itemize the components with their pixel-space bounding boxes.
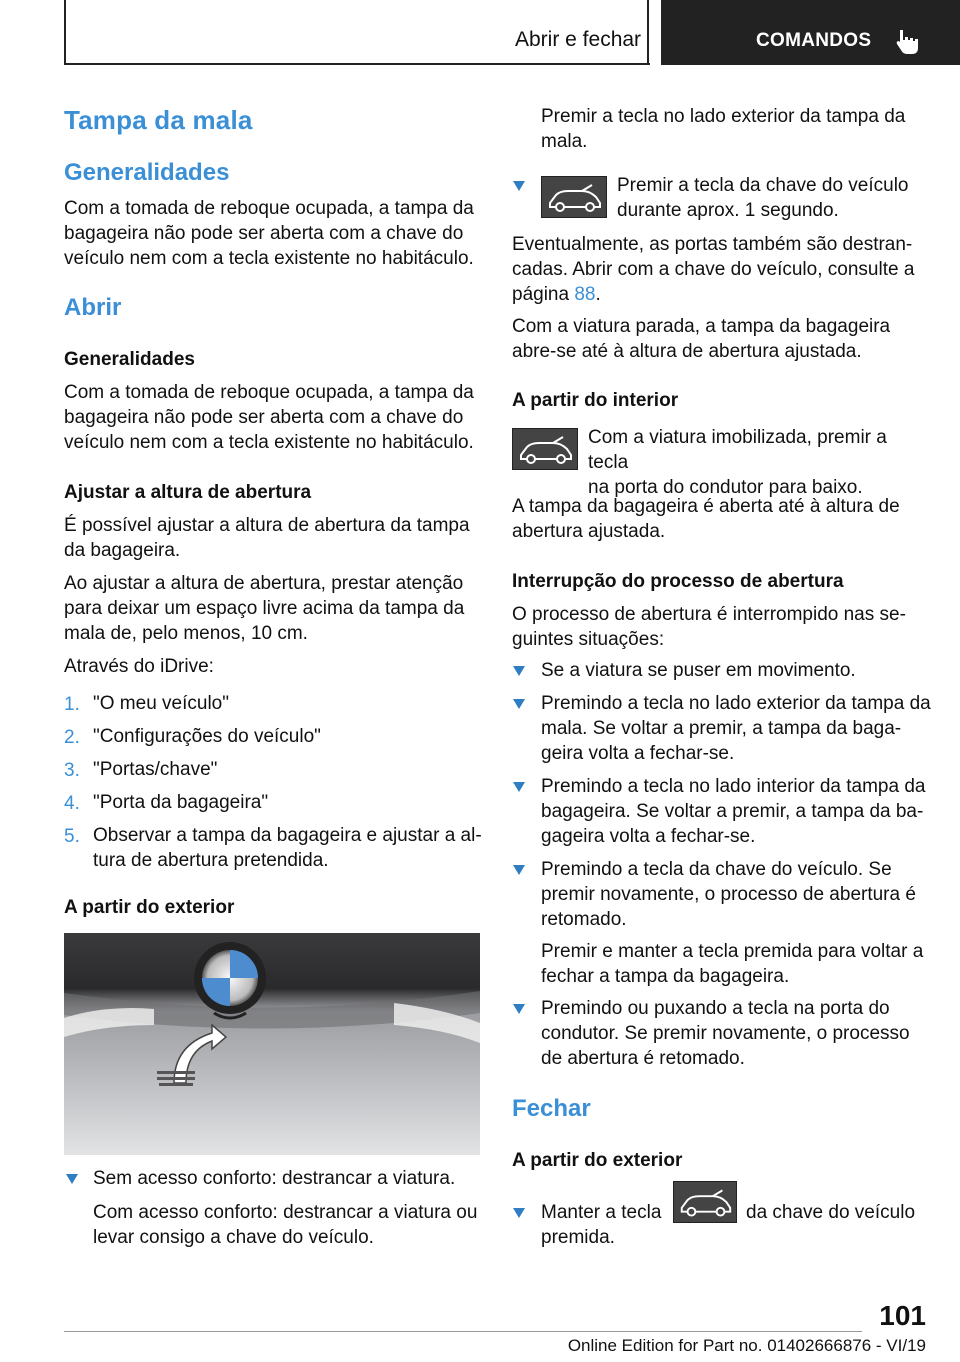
driver-bullet: Premindo ou puxando a tecla na porta do condutor. Se premir novamente, o processo de abertura é retomado. [541,998,910,1069]
bullet-icon [513,699,525,709]
interrupt-bullet: Premindo a tecla da chave do veículo. Se premir novamente, o processo de abertura é retomado. [541,859,916,930]
step-number: 5. [64,826,80,847]
interrupt-bullet: Premindo a tecla no lado exterior da tampa da mala. Se voltar a premir, a tampa da baga- geira volta a fechar-se. [541,693,931,764]
footer-divider [64,1331,862,1332]
page-title: Tampa da mala [64,105,253,135]
step-number: 3. [64,760,80,781]
interior-text-2: A tampa da bagageira é aberta até à altura de abertura ajustada. [512,496,900,542]
general-text: Com a tomada de reboque ocupada, a tampa da bagageira não pode ser aberta com a chave do veículo nem com a tecla existente no habitáculo. [64,198,474,269]
step-text: Observar a tampa da bagageira e ajustar a al- tura de abertura pretendida. [93,825,482,871]
header-divider-bottom [64,63,650,65]
close-bullet-post: da chave do veículo [746,1202,916,1223]
trunk-photo [64,933,480,1155]
bullet-text: Sem acesso conforto: destrancar a viatura. [93,1168,456,1189]
eventual-text: Eventualmente, as portas também são destran- cadas. Abrir com a chave do veículo, consulte a página 88. [512,234,915,305]
close-exterior-heading: A partir do exterior [512,1150,683,1171]
key-bullet-text: Premir a tecla da chave do veículo durante aprox. 1 segundo. [617,175,909,221]
interrupt-heading: Interrupção do processo de abertura [512,571,844,592]
general-heading: Generalidades [64,159,230,186]
open-general-heading: Generalidades [64,349,195,370]
height-text-2: Ao ajustar a altura de abertura, prestar atenção para deixar um espaço livre acima da tampa da mala de, pelo menos, 10 cm. [64,573,465,644]
parked-text: Com a viatura parada, a tampa da bagageira abre-se até à altura de abertura ajustada. [512,316,891,362]
close-heading: Fechar [512,1095,591,1122]
chapter-title: COMANDOS [756,30,872,51]
bullet-icon [513,865,525,875]
page-link[interactable]: 88 [574,284,596,305]
close-bullet-line2: premida. [541,1227,615,1248]
close-bullet-pre: Manter a tecla [541,1202,662,1223]
step-text: "O meu veículo" [93,693,229,714]
bullet-icon [513,666,525,676]
footer-edition: Online Edition for Part no. 01402666876 - VI/19 [567,1336,926,1355]
interior-heading: A partir do interior [512,390,679,411]
bullet-icon [513,1208,525,1218]
step-text: "Configurações do veículo" [93,726,321,747]
car-trunk-icon [541,176,607,218]
trunk-illustration [64,933,480,1155]
bullet-icon [513,181,525,191]
header-divider-left [64,0,66,64]
interrupt-bullet: Premindo a tecla no lado interior da tampa da bagageira. Se voltar a premir, a tampa da ba- gageira volta a fechar-se. [541,776,926,847]
open-general-text: Com a tomada de reboque ocupada, a tampa da bagageira não pode ser aberta com a chave do veículo nem com a tecla existente no habitáculo. [64,382,474,453]
continued-text: Premir a tecla no lado exterior da tampa da mala. [541,106,906,152]
header-divider-mid [647,0,649,64]
step-number: 1. [64,694,80,715]
interrupt-bullet: Se a viatura se puser em movimento. [541,660,856,681]
bullet-subtext: Com acesso conforto: destrancar a viatura ou levar consigo a chave do veículo. [93,1202,478,1248]
bullet-icon [513,1004,525,1014]
car-trunk-icon [512,428,578,470]
open-heading: Abrir [64,294,122,321]
height-text-1: É possível ajustar a altura de abertura da tampa da bagageira. [64,515,470,561]
hand-pointer-icon [893,26,923,56]
interrupt-text: O processo de abertura é interrompido nas se- guintes situações: [512,604,906,650]
step-number: 2. [64,727,80,748]
car-trunk-icon [673,1181,737,1223]
bullet-icon [66,1174,78,1184]
bullet-icon [513,782,525,792]
section-title: Abrir e fechar [515,28,642,51]
hold-text: Premir e manter a tecla premida para voltar a fechar a tampa da bagageira. [541,941,924,987]
page-number: 101 [879,1300,926,1331]
interior-text: Com a viatura imobilizada, premir a tecla na porta do condutor para baixo. [588,427,887,498]
step-text: "Portas/chave" [93,759,218,780]
height-heading: Ajustar a altura de abertura [64,482,312,503]
idrive-intro: Através do iDrive: [64,656,214,677]
exterior-heading: A partir do exterior [64,897,235,918]
step-text: "Porta da bagageira" [93,792,269,813]
step-number: 4. [64,793,80,814]
